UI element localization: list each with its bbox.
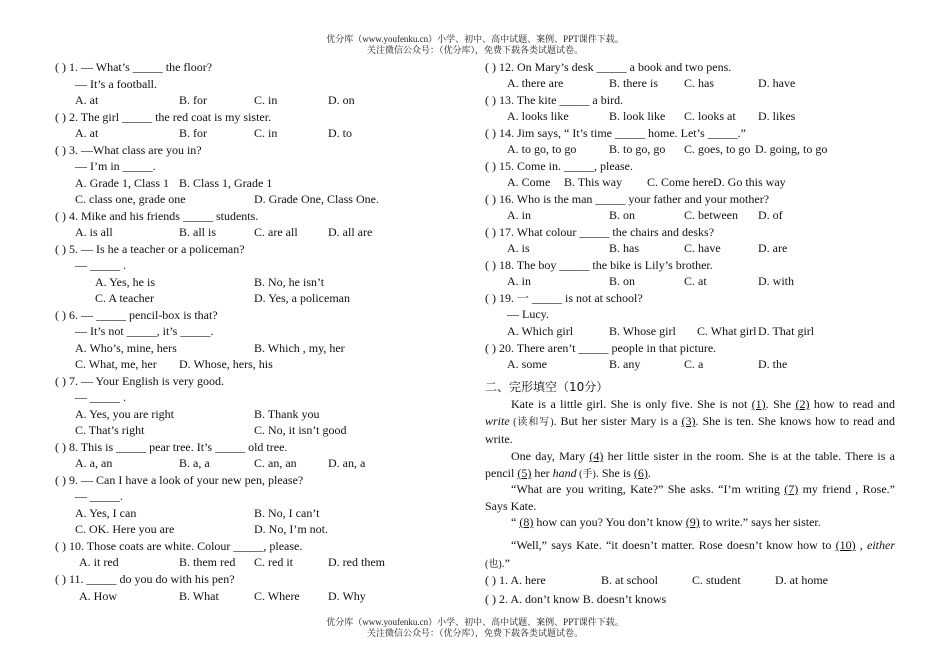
option: D. Go this way <box>713 175 786 189</box>
option: A. Yes, he is <box>95 275 156 289</box>
option: B. them red <box>179 555 236 569</box>
text: One day, Mary <box>511 449 590 463</box>
question-3-answer: — I’m in _____. <box>75 159 156 173</box>
text: to write.” says her sister. <box>699 515 821 529</box>
question-15: ( ) 15. Come in. _____, please. <box>485 159 633 173</box>
option: C. at <box>684 274 707 288</box>
option: A. Come <box>507 175 551 189</box>
option: D. That girl <box>758 324 815 338</box>
question-12: ( ) 12. On Mary’s desk _____ a book and two pens. <box>485 60 732 74</box>
question-13: ( ) 13. The kite _____ a bird. <box>485 93 624 107</box>
option: D. on <box>328 93 355 107</box>
option: A. Yes, I can <box>75 506 137 520</box>
option: C. student <box>692 573 741 587</box>
option: D. likes <box>758 109 796 123</box>
text: Kate is a little girl. She is only five. She is not <box>511 397 752 411</box>
option: D. the <box>758 357 788 371</box>
text: her little sister in the room. She is at the table. There is a pencil <box>485 449 895 480</box>
option: D. Whose, hers, his <box>179 357 273 371</box>
text: my friend , Rose.” Says Kate. <box>485 482 895 513</box>
text: how can you? You don’t know <box>533 515 686 529</box>
text: how to read and <box>809 397 895 411</box>
option: A. is <box>507 241 530 255</box>
option: B. Thank you <box>254 407 320 421</box>
blank: (5) <box>517 466 532 480</box>
option: D. Yes, a policeman <box>254 291 350 305</box>
option: C. Come here <box>647 175 714 189</box>
gloss: (也) <box>485 559 502 570</box>
option: B. Class 1, Grade 1 <box>179 176 273 190</box>
blank: (1) <box>751 397 766 411</box>
blank: (7) <box>784 482 799 496</box>
question-1-answer: — It’s a football. <box>75 77 157 91</box>
question-8: ( ) 8. This is _____ pear tree. It’s _____ old tree. <box>55 440 288 454</box>
option: C. a <box>684 357 704 371</box>
option: A. How <box>79 589 117 603</box>
text: .” <box>501 556 510 570</box>
question-20: ( ) 20. There aren’t _____ people in that picture. <box>485 341 717 355</box>
option: C. A teacher <box>95 291 154 305</box>
option: A. Who’s, mine, hers <box>75 341 177 355</box>
option: C. in <box>254 93 278 107</box>
option: A. to go, to go <box>507 142 577 156</box>
cloze-question-2: ( ) 2. A. don’t know B. doesn’t knows <box>485 592 667 606</box>
option: C. an, an <box>254 456 297 470</box>
question-6-answer: — It’s not _____, it’s _____. <box>75 324 214 338</box>
cloze-paragraph-4 <box>485 514 895 531</box>
option: D. have <box>758 76 796 90</box>
footer-line1: 优分库（www.youfenku.cn）小学、初中、高中试题、案例、PPT课件下载。 <box>326 617 624 627</box>
option: B. there is <box>609 76 658 90</box>
option: C. between <box>684 208 738 222</box>
question-5-answer: — _____ . <box>75 258 126 272</box>
blank: (9) <box>685 515 700 529</box>
option: A. it red <box>79 555 119 569</box>
blank: (3) <box>681 414 696 428</box>
question-14: ( ) 14. Jim says, “ It’s time _____ home. Let’s _____.” <box>485 126 746 140</box>
option: B. all is <box>179 225 217 239</box>
question-1: ( ) 1. — What’s _____ the floor? <box>55 60 213 74</box>
option: D. No, I’m not. <box>254 522 328 536</box>
option: B. on <box>609 208 636 222</box>
question-18: ( ) 18. The boy _____ the bike is Lily’s brother. <box>485 258 713 272</box>
option: C. in <box>254 126 278 140</box>
header-line1: 优分库（www.youfenku.cn）小学、初中、高中试题、案例、PPT课件下载。 <box>326 34 624 44</box>
option: C. looks at <box>684 109 736 123</box>
option: C. red it <box>254 555 293 569</box>
option: B. look like <box>609 109 666 123</box>
page-footer <box>0 617 950 639</box>
option: B. at school <box>601 573 658 587</box>
option: A. at <box>75 126 99 140</box>
question-4: ( ) 4. Mike and his friends _____ students. <box>55 209 259 223</box>
gloss: (读和写) <box>509 417 554 428</box>
page-header <box>0 34 950 56</box>
option: C. That’s right <box>75 423 145 437</box>
option: A. looks like <box>507 109 569 123</box>
question-2: ( ) 2. The girl _____ the red coat is my sister. <box>55 110 272 124</box>
question-7-answer: — _____ . <box>75 390 126 404</box>
question-11: ( ) 11. _____ do you do with his pen? <box>55 572 235 586</box>
footer-line2: 关注微信公众号：（优分库），免费下载各类试题试卷。 <box>366 628 583 638</box>
option: B. for <box>179 93 207 107</box>
option: D. all are <box>328 225 373 239</box>
option: B. a, a <box>179 456 210 470</box>
option: A. some <box>507 357 547 371</box>
question-17: ( ) 17. What colour _____ the chairs and desks? <box>485 225 715 239</box>
option: D. with <box>758 274 794 288</box>
option: A. there are <box>507 76 564 90</box>
option: B. for <box>179 126 207 140</box>
option: D. Why <box>328 589 366 603</box>
text: . <box>647 466 651 480</box>
question-7: ( ) 7. — Your English is very good. <box>55 374 225 388</box>
option: A. in <box>507 208 531 222</box>
option: B. to go, go <box>609 142 666 156</box>
option: B. has <box>609 241 639 255</box>
option: D. an, a <box>328 456 366 470</box>
option: C. class one, grade one <box>75 192 186 206</box>
text: . She is <box>595 466 634 480</box>
question-19: ( ) 19. 一 _____ is not at school? <box>485 291 643 305</box>
option: C. What girl <box>697 324 757 338</box>
option: B. Which , my, her <box>254 341 345 355</box>
italic-word: write <box>485 414 510 428</box>
option: C. have <box>684 241 721 255</box>
option: D. at home <box>775 573 828 587</box>
text: . She <box>765 397 796 411</box>
cloze-paragraph-2 <box>485 448 895 483</box>
option: C. What, me, her <box>75 357 157 371</box>
text: . She is ten. She knows how to read and write. <box>485 414 895 446</box>
option: A. is all <box>75 225 113 239</box>
blank: (10) <box>835 538 856 552</box>
option: B. No, he isn’t <box>254 275 325 289</box>
option: A. Which girl <box>507 324 574 338</box>
question-19-answer: — Lucy. <box>507 307 549 321</box>
option: A. Yes, you are right <box>75 407 174 421</box>
option: A. in <box>507 274 531 288</box>
option: D. of <box>758 208 783 222</box>
option: C. are all <box>254 225 298 239</box>
option: A. a, an <box>75 456 113 470</box>
question-text: ( ) 1. A. here <box>485 573 546 587</box>
option: A. at <box>75 93 99 107</box>
option: D. are <box>758 241 788 255</box>
question-6: ( ) 6. — _____ pencil-box is that? <box>55 308 218 322</box>
option: D. red them <box>328 555 385 569</box>
option: B. No, I can’t <box>254 506 320 520</box>
option: B. What <box>179 589 219 603</box>
blank: (2) <box>795 397 810 411</box>
blank: (4) <box>589 449 604 463</box>
italic-word: hand <box>552 466 577 480</box>
question-3: ( ) 3. —What class are you in? <box>55 143 202 157</box>
italic-word: either <box>867 538 896 552</box>
text: , <box>855 538 868 552</box>
text: “What are you writing, Kate?” She asks. “I’m writing <box>511 482 785 496</box>
option: C. goes, to go <box>684 142 751 156</box>
header-line2: 关注微信公众号：（优分库），免费下载各类试题试卷。 <box>366 45 583 55</box>
gloss: (手) <box>576 469 596 480</box>
option: C. Where <box>254 589 300 603</box>
blank: (6) <box>633 466 648 480</box>
text: her <box>531 466 553 480</box>
text: “ <box>511 515 520 529</box>
option: B. Whose girl <box>609 324 676 338</box>
question-16: ( ) 16. Who is the man _____ your father and your mother? <box>485 192 770 206</box>
option: B. on <box>609 274 636 288</box>
option: B. This way <box>564 175 623 189</box>
question-5: ( ) 5. — Is he a teacher or a policeman? <box>55 242 245 256</box>
option: B. any <box>609 357 641 371</box>
option: A. Grade 1, Class 1 <box>75 176 169 190</box>
question-9: ( ) 9. — Can I have a look of your new pen, please? <box>55 473 304 487</box>
option: D. to <box>328 126 352 140</box>
text: “Well,” says Kate. “it doesn’t matter. Rose doesn’t know how to <box>511 538 836 552</box>
cloze-paragraph-5 <box>485 537 895 573</box>
cloze-paragraph-1 <box>485 396 895 448</box>
section-title-cloze: 二、完形填空（10分） <box>485 380 609 394</box>
option: C. No, it isn’t good <box>254 423 347 437</box>
text: . But her sister Mary is a <box>553 414 682 428</box>
question-10: ( ) 10. Those coats are white. Colour _____, please. <box>55 539 303 553</box>
option: D. Grade One, Class One. <box>254 192 379 206</box>
question-9-answer: — _____. <box>75 489 123 503</box>
option: D. going, to go <box>755 142 828 156</box>
option: C. OK. Here you are <box>75 522 175 536</box>
blank: (8) <box>519 515 534 529</box>
option: C. has <box>684 76 714 90</box>
cloze-paragraph-3 <box>485 481 895 515</box>
